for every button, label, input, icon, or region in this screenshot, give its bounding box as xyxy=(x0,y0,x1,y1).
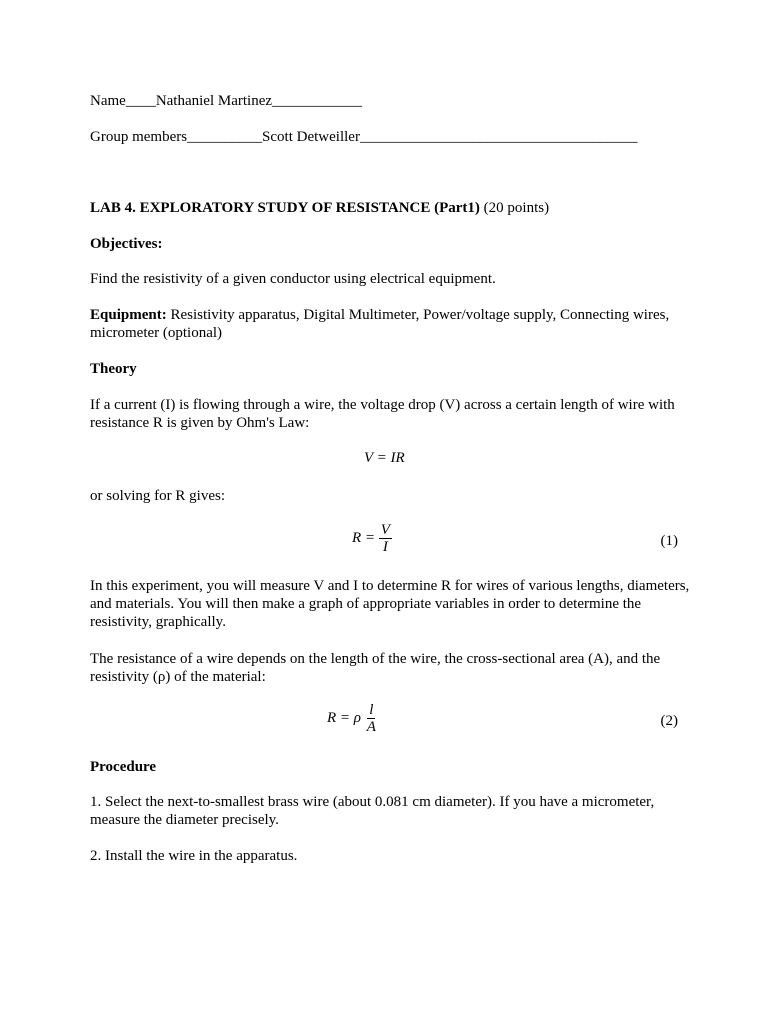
procedure-step-2: 2. Install the wire in the apparatus. xyxy=(90,848,298,864)
equation-2-lhs: R = ρ xyxy=(327,709,361,726)
equation-2-denominator: A xyxy=(366,719,376,735)
equation-1-denominator: I xyxy=(382,539,388,555)
equation-1 xyxy=(352,522,392,555)
objectives-heading: Objectives: xyxy=(90,236,163,252)
equation-2-numerator: l xyxy=(369,702,374,718)
equation-2-label: (2) xyxy=(660,713,678,729)
equation-1-lhs: R = xyxy=(352,529,376,546)
objectives-text: Find the resistivity of a given conductor using electrical equipment. xyxy=(90,271,496,287)
equipment-label: Equipment: xyxy=(90,307,167,323)
procedure-step-1: 1. Select the next-to-smallest brass wire (about 0.081 cm diameter). If you have a micrometer, measure the diameter precisely. xyxy=(90,794,655,828)
equation-1-label: (1) xyxy=(660,533,678,549)
theory-paragraph-4: The resistance of a wire depends on the length of the wire, the cross-sectional area (A), and the resistivity (ρ) of the material: xyxy=(90,651,661,685)
group-members-line: Group members__________Scott Detweiller_____________________________________ xyxy=(90,129,638,145)
equation-2 xyxy=(327,702,378,735)
procedure-heading: Procedure xyxy=(90,759,157,775)
equation-1-numerator: V xyxy=(380,522,390,538)
lab-title xyxy=(90,199,690,217)
theory-paragraph-2: or solving for R gives: xyxy=(90,488,225,504)
name-line: Name____Nathaniel Martinez____________ xyxy=(90,93,363,109)
equation-2-fraction xyxy=(365,702,378,735)
equipment-text: Resistivity apparatus, Digital Multimeter, Power/voltage supply, Connecting wires, micrometer (optional) xyxy=(90,307,670,341)
equation-1-fraction xyxy=(379,522,392,555)
lab-title-main: LAB 4. EXPLORATORY STUDY OF RESISTANCE (Part1) xyxy=(90,200,480,216)
ohms-law-equation: V = IR xyxy=(364,450,405,466)
equipment-paragraph xyxy=(90,306,690,342)
theory-paragraph-3: In this experiment, you will measure V and I to determine R for wires of various lengths, diameters, and materials. You will then make a graph of appropriate variables in order to determine the resistivity, graphically. xyxy=(90,578,690,630)
theory-heading: Theory xyxy=(90,361,137,377)
lab-title-points: (20 points) xyxy=(479,200,550,216)
theory-paragraph-1: If a current (I) is flowing through a wire, the voltage drop (V) across a certain length of wire with resistance R is given by Ohm's Law: xyxy=(90,397,675,431)
